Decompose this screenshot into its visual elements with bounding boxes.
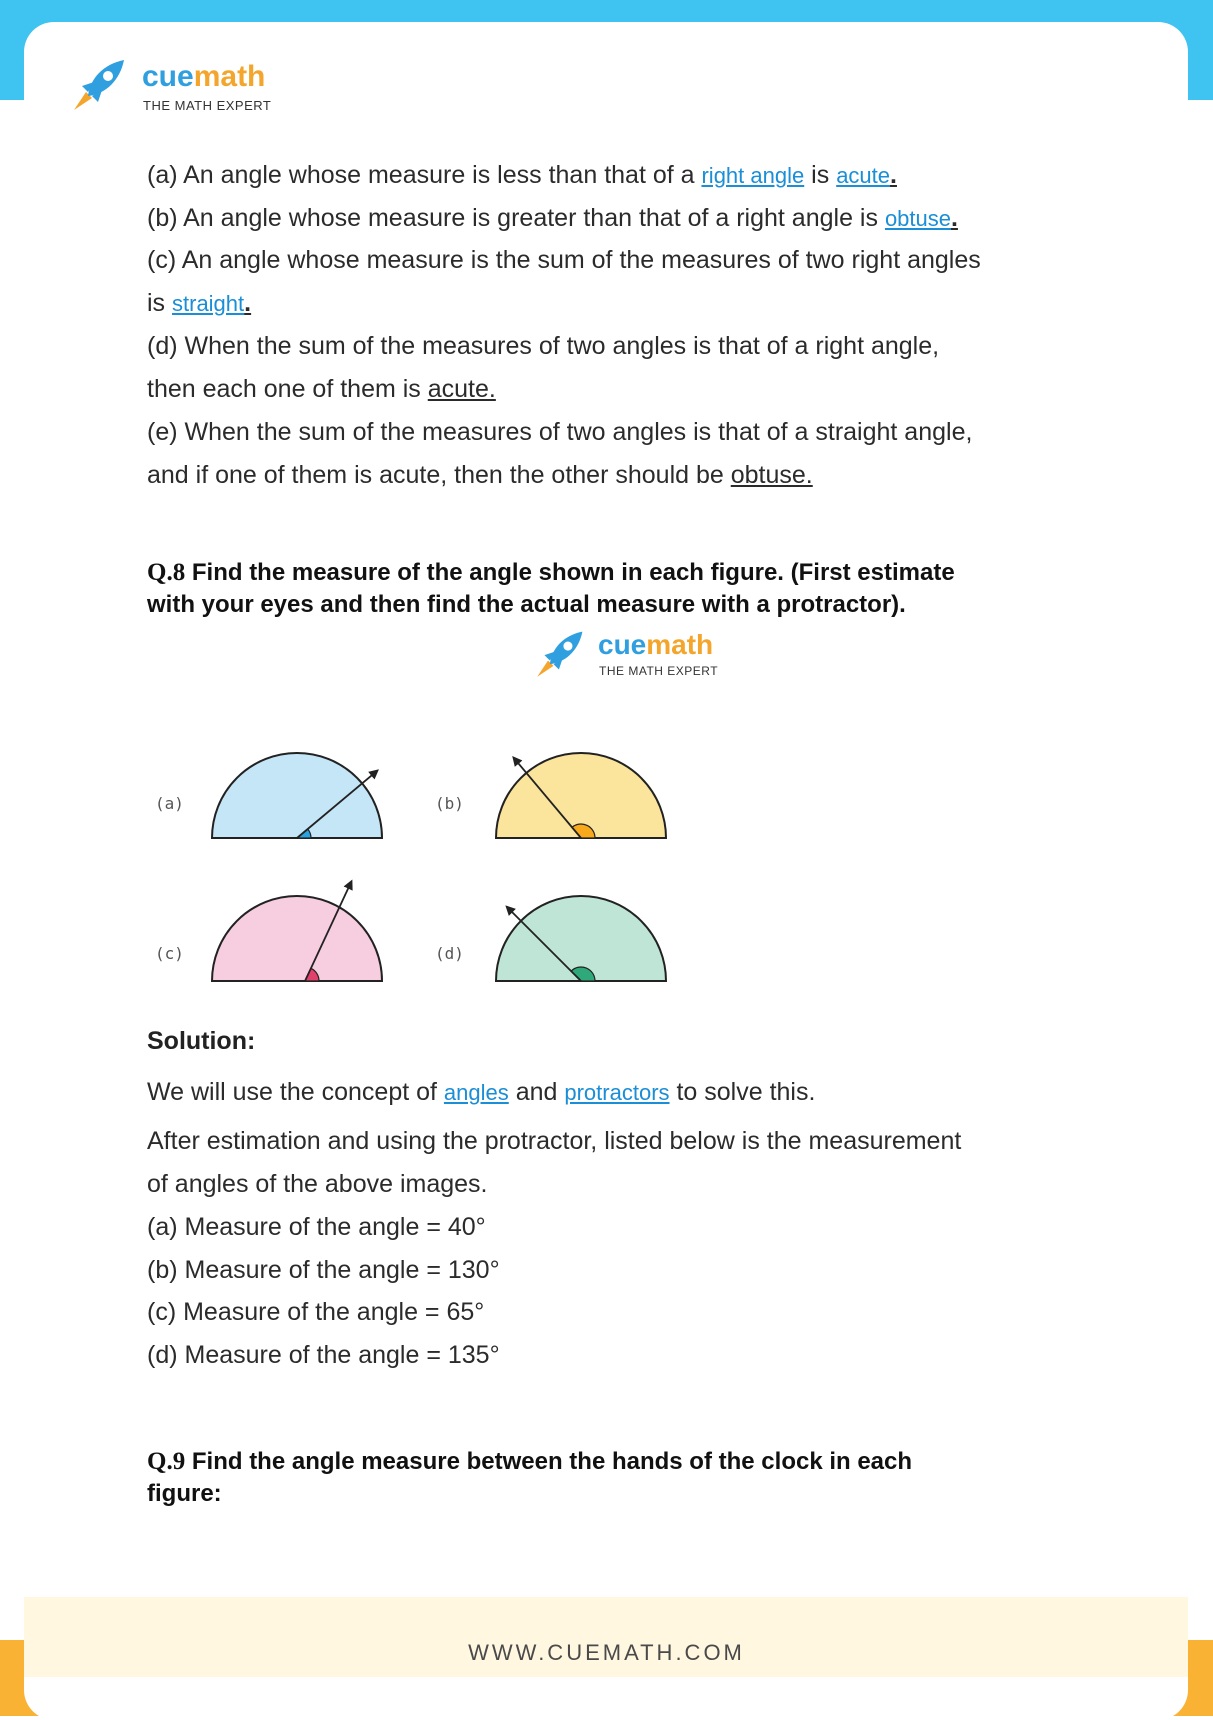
figure-c-label: (c): [155, 944, 184, 963]
answer-e-value: obtuse.: [730, 461, 813, 489]
footer-url[interactable]: WWW.CUEMATH.COM: [468, 1640, 745, 1665]
brand-name: [598, 630, 713, 660]
solution-item-a: (a) Measure of the angle = 40°: [147, 1213, 486, 1241]
solution-intro-2: of angles of the above images.: [147, 1170, 488, 1198]
answer-a: [147, 160, 897, 191]
brand-logo: [66, 56, 296, 120]
q8-number: Q.8: [147, 559, 186, 586]
answer-d-line2: [147, 374, 496, 404]
brand-name-math: math: [193, 60, 266, 93]
brand-name-math: math: [646, 629, 714, 660]
link-angles[interactable]: angles: [443, 1080, 509, 1105]
link-acute[interactable]: acute: [836, 163, 891, 188]
answer-b: [147, 203, 958, 234]
link-right-angle[interactable]: right angle: [701, 163, 805, 188]
link-straight[interactable]: straight: [172, 291, 245, 316]
solution-intro-1: After estimation and using the protractor, listed below is the measurement: [147, 1127, 962, 1155]
q9-heading-line2: figure:: [147, 1480, 222, 1507]
q9-number: Q.9: [147, 1448, 186, 1475]
link-protractors[interactable]: protractors: [564, 1080, 670, 1105]
answer-c-line2: [147, 288, 251, 319]
brand-tagline: THE MATH EXPERT: [143, 98, 272, 113]
answer-c-line1: (c) An angle whose measure is the sum of the measures of two right angles: [147, 246, 981, 274]
q8-heading-line2: with your eyes and then find the actual measure with a protractor).: [147, 591, 906, 618]
solution-heading: Solution:: [147, 1027, 256, 1055]
answer-a-period: .: [890, 161, 897, 189]
solution-concept: [147, 1077, 815, 1108]
brand-tagline: THE MATH EXPERT: [599, 664, 719, 678]
answer-d-text: then each one of them is: [147, 375, 428, 403]
q9-heading-line1: [147, 1447, 912, 1477]
solution-concept-pre: We will use the concept of: [147, 1078, 444, 1106]
answer-e-text: and if one of them is acute, then the other should be: [147, 461, 731, 489]
brand-name-cue: cue: [598, 629, 647, 660]
link-obtuse[interactable]: obtuse: [884, 206, 951, 231]
answer-c-period: .: [244, 289, 252, 317]
q8-heading-line1: [147, 558, 955, 588]
answer-b-text: (b) An angle whose measure is greater than that of a right angle is: [147, 204, 885, 232]
answer-d-value: acute.: [427, 375, 496, 403]
brand-logo-center: [530, 626, 730, 684]
figure-a-label: (a): [155, 794, 184, 813]
solution-concept-mid: and: [508, 1078, 565, 1106]
answer-e-line1: (e) When the sum of the measures of two angles is that of a straight angle,: [147, 418, 973, 446]
brand-name-cue: cue: [142, 60, 194, 93]
answer-a-text: (a) An angle whose measure is less than that of a: [147, 161, 702, 189]
solution-item-c: (c) Measure of the angle = 65°: [147, 1298, 485, 1326]
rocket-icon: [530, 628, 586, 684]
q8-text-1: Find the measure of the angle shown in each figure. (First estimate: [185, 559, 955, 586]
answer-b-period: .: [951, 204, 958, 232]
answer-e-line2: [147, 460, 813, 490]
rocket-icon: [66, 56, 128, 118]
answer-a-mid: is: [804, 161, 837, 189]
solution-concept-post: to solve this.: [669, 1078, 816, 1106]
figure-b-label: (b): [435, 794, 464, 813]
solution-item-b: (b) Measure of the angle = 130°: [147, 1256, 500, 1284]
figure-d-label: (d): [435, 944, 464, 963]
brand-name: [142, 62, 265, 92]
answer-d-line1: (d) When the sum of the measures of two angles is that of a right angle,: [147, 332, 940, 360]
solution-item-d: (d) Measure of the angle = 135°: [147, 1341, 500, 1369]
q9-text-1: Find the angle measure between the hands of the clock in each: [185, 1448, 913, 1475]
answer-c-text: is: [147, 289, 172, 317]
